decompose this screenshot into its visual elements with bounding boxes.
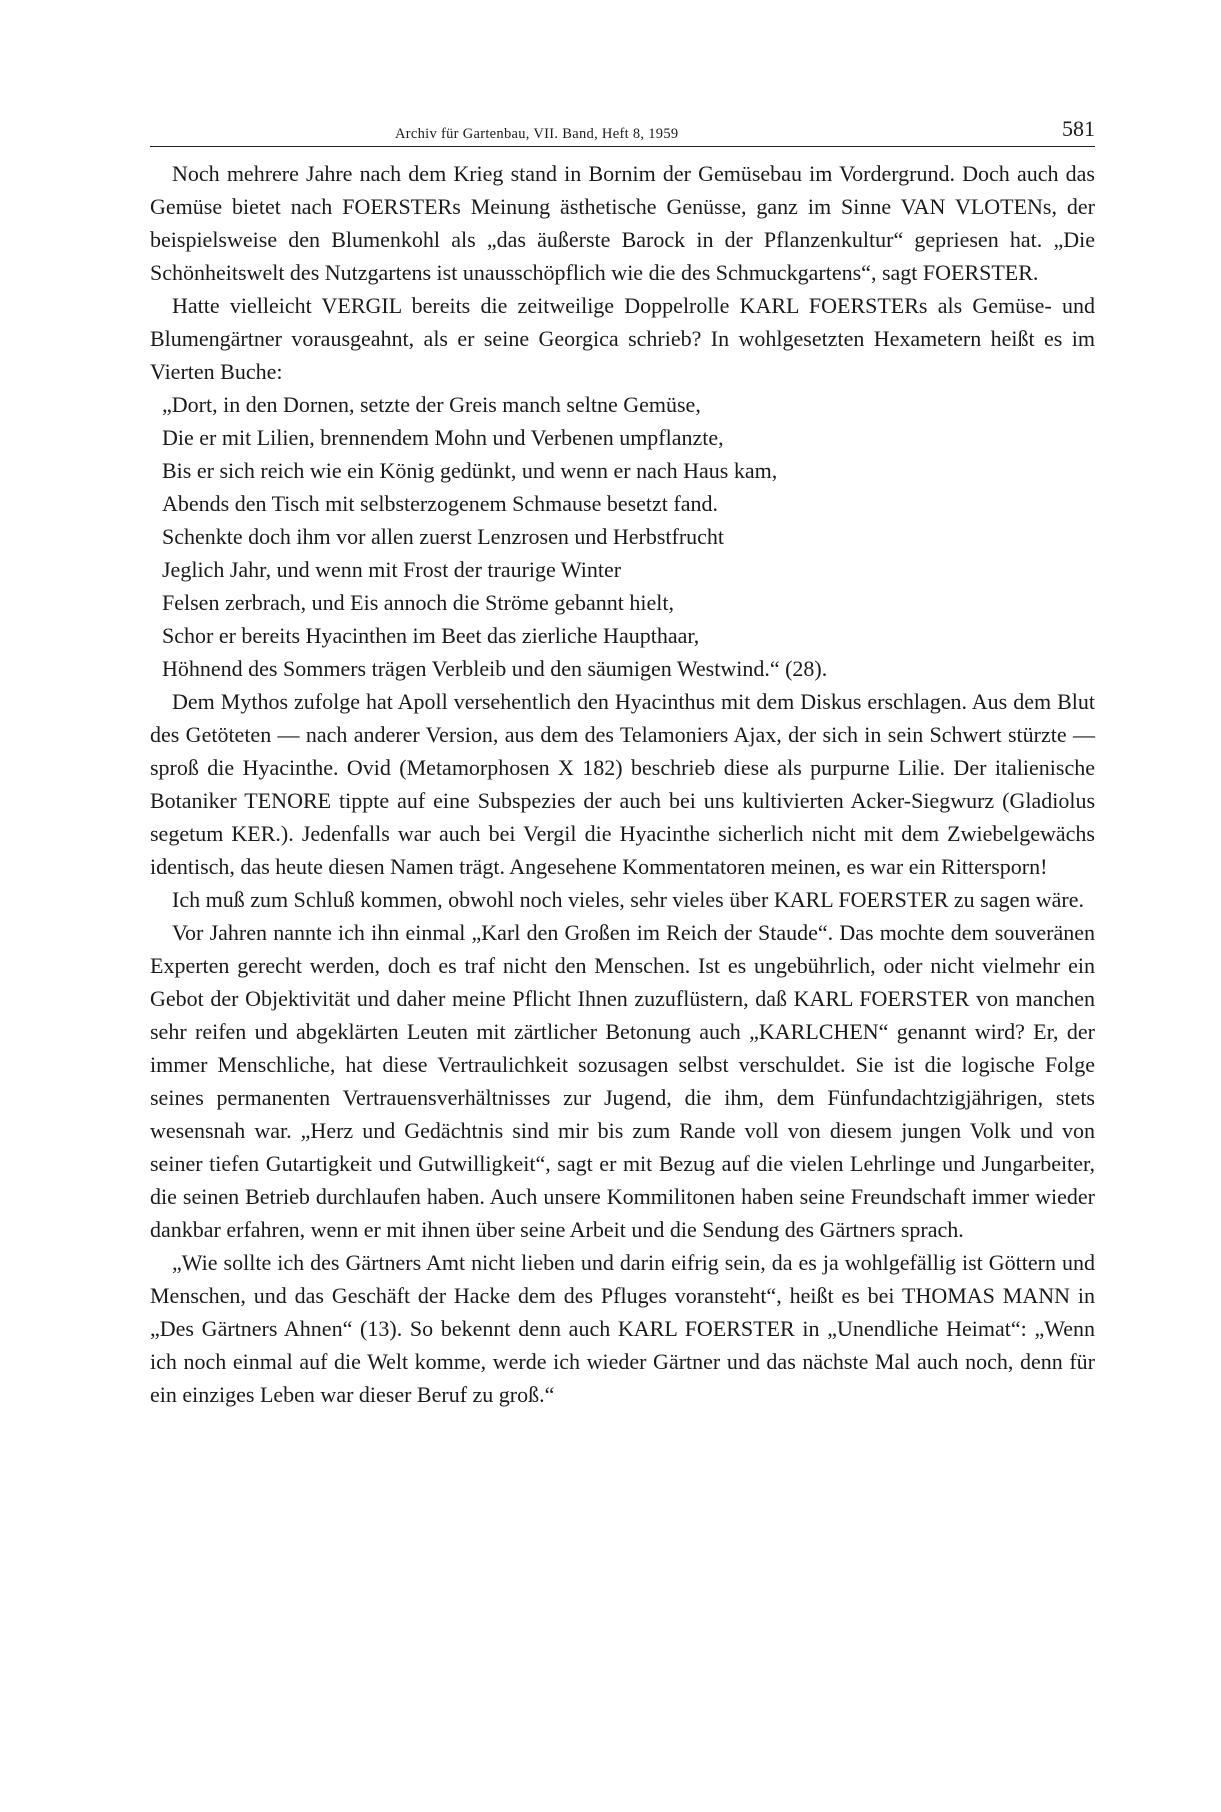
running-header [150, 112, 1095, 147]
verse-line: Jeglich Jahr, und wenn mit Frost der traurige Winter [162, 557, 622, 582]
verse-line: Die er mit Lilien, brennendem Mohn und Verbenen umpflanzte, [162, 425, 724, 450]
verse-quote [150, 388, 1095, 685]
paragraph: Ich muß zum Schluß kommen, obwohl noch vieles, sehr vieles über KARL FOERSTER zu sagen wäre. [172, 887, 1085, 912]
verse-line: Schenkte doch ihm vor allen zuerst Lenzrosen und Herbstfrucht [162, 524, 725, 549]
journal-citation: Archiv für Gartenbau, VII. Band, Heft 8, 1959 [395, 126, 679, 142]
paragraph: Noch mehrere Jahre nach dem Krieg stand in Bornim der Gemüsebau im Vordergrund. Doch auch das Gemüse bietet nach FOERSTERs Meinung ästhetische Genüsse, ganz im Sinne VAN VLOTENs, der beispielsweise den Blumenkohl als „das äußerste Barock in der Pflanzenkultur“ gepriesen hat. „Die Schönheitswelt des Nutzgartens ist unausschöpflich wie die des Schmuckgartens“, sagt FOERSTER. [150, 161, 1095, 285]
paragraph: Dem Mythos zufolge hat Apoll versehentlich den Hyacinthus mit dem Diskus erschlagen. Aus dem Blut des Getöteten — nach anderer Version, aus dem des Telamoniers Ajax, der sich in sein Schwert stürzte — sproß die Hyacinthe. Ovid (Metamorphosen X 182) beschrieb diese als purpurne Lilie. Der italienische Botaniker TENORE tippte auf eine Subspezies der auch bei uns kultivierten Acker-Siegwurz (Gladiolus segetum KER.). Jedenfalls war auch bei Vergil die Hyacinthe sicherlich nicht mit dem Zwiebelgewächs identisch, das heute diesen Namen trägt. Angesehene Kommentatoren meinen, es war ein Rittersporn! [150, 689, 1095, 879]
verse-line: Höhnend des Sommers trägen Verbleib und den säumigen Westwind.“ (28). [162, 656, 828, 681]
paragraph: „Wie sollte ich des Gärtners Amt nicht lieben und darin eifrig sein, da es ja wohlgefällig ist Göttern und Menschen, und das Geschäft der Hacke dem des Pfluges voransteht“, heißt es bei THOMAS MANN in „Des Gärtners Ahnen“ (13). So bekennt denn auch KARL FOERSTER in „Unendliche Heimat“: „Wenn ich noch einmal auf die Welt komme, werde ich wieder Gärtner und das nächste Mal auch noch, denn für ein einziges Leben war dieser Beruf zu groß.“ [150, 1250, 1095, 1407]
paragraph: Hatte vielleicht VERGIL bereits die zeitweilige Doppelrolle KARL FOERSTERs als Gemüse- und Blumengärtner vorausgeahnt, als er seine Georgica schrieb? In wohlgesetzten Hexametern heißt es im Vierten Buche: [150, 293, 1095, 384]
verse-line: Abends den Tisch mit selbsterzogenem Schmause besetzt fand. [162, 491, 719, 516]
page-number: 581 [1062, 116, 1095, 141]
body-text [150, 157, 1095, 1411]
paragraph: Vor Jahren nannte ich ihn einmal „Karl den Großen im Reich der Staude“. Das mochte dem souveränen Experten gerecht werden, doch es traf nicht den Menschen. Ist es ungebührlich, oder nicht vielmehr ein Gebot der Objektivität und daher meine Pflicht Ihnen zuzuflüstern, daß KARL FOERSTER von manchen sehr reifen und abgeklärten Leuten mit zärtlicher Betonung auch „KARLCHEN“ genannt wird? Er, der immer Menschliche, hat diese Vertraulichkeit sozusagen selbst verschuldet. Sie ist die logische Folge seines permanenten Vertrauensverhältnisses zur Jugend, die ihm, dem Fünfundachtzigjährigen, stets wesensnah war. „Herz und Gedächtnis sind mir bis zum Rande voll von diesem jungen Volk und von seiner tiefen Gutartigkeit und Gutwilligkeit“, sagt er mit Bezug auf die vielen Lehrlinge und Jungarbeiter, die seinen Betrieb durchlaufen haben. Auch unsere Kommilitonen haben seine Freundschaft immer wieder dankbar erfahren, wenn er mit ihnen über seine Arbeit und die Sendung des Gärtners sprach. [150, 920, 1095, 1242]
document-page [150, 112, 1095, 1411]
verse-line: Bis er sich reich wie ein König gedünkt, und wenn er nach Haus kam, [162, 458, 778, 483]
verse-line: Schor er bereits Hyacinthen im Beet das zierliche Haupthaar, [162, 623, 700, 648]
verse-line: „Dort, in den Dornen, setzte der Greis manch seltne Gemüse, [162, 392, 701, 417]
verse-line: Felsen zerbrach, und Eis annoch die Ströme gebannt hielt, [162, 590, 674, 615]
